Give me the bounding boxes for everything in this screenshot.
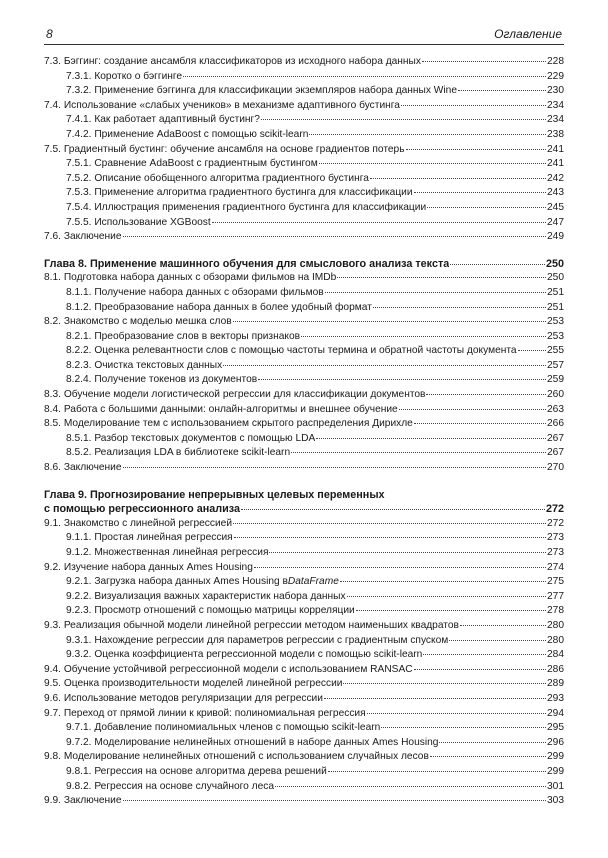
toc-entry[interactable] (44, 590, 564, 605)
toc-entry-title: 9.1.2. Множественная линейная регрессия (66, 547, 269, 558)
toc-page-number: 272 (547, 517, 564, 529)
toc-entry[interactable] (44, 750, 564, 765)
toc-page-number: 272 (545, 503, 564, 516)
toc-page-number: 294 (547, 707, 564, 719)
toc-entry[interactable] (44, 230, 564, 245)
toc-page-number: 251 (547, 286, 564, 298)
toc-page-number: 274 (547, 561, 564, 573)
dot-leader (258, 379, 546, 380)
dot-leader (460, 625, 546, 626)
toc-page-number: 250 (547, 272, 564, 284)
toc-page-number: 255 (547, 345, 564, 357)
dot-leader (414, 423, 546, 424)
dot-leader (430, 756, 546, 757)
toc-entry-title: 8.2.1. Преобразование слов в векторы признаков (66, 330, 301, 342)
toc-entry-title: 7.3. Бэггинг: создание ансамбля классификаторов из исходного набора данных (44, 56, 421, 67)
toc-entry-title: 9.5. Оценка производительности моделей линейной регрессии (44, 678, 343, 690)
toc-entry-title: 8.2. Знакомство с моделью мешка слов (44, 316, 232, 328)
toc-entry-title: 9.2.2. Визуализация важных характеристик набора данных (66, 590, 346, 602)
dot-leader (373, 307, 546, 308)
toc-entry[interactable] (44, 794, 564, 809)
toc-page-number: 242 (547, 172, 564, 184)
toc-entry[interactable] (44, 546, 564, 561)
toc-entry[interactable] (44, 201, 564, 216)
dot-leader (325, 292, 546, 293)
toc-entry[interactable] (44, 780, 564, 795)
dot-leader (458, 90, 546, 91)
toc-entry-title: 7.3.2. Применение бэггинга для классификации экземпляров набора данных Wine (66, 85, 458, 97)
toc-entry-title: 9.7.2. Моделирование нелинейных отношений в наборе данных Ames Housing (66, 736, 439, 748)
toc-page-number: 267 (547, 447, 564, 459)
toc-page-number: 241 (547, 158, 564, 170)
toc-entry-title: 9.3. Реализация обычной модели линейной регрессии методом наименьших квадратов (44, 619, 459, 631)
dot-leader (449, 640, 546, 641)
dot-leader (356, 610, 546, 611)
toc-chapter-entry[interactable] (44, 488, 564, 503)
toc-entry[interactable] (44, 575, 564, 590)
toc-entry-title: 8.3. Обучение модели логистической регрессии для классификации документов (44, 389, 426, 401)
dot-leader (275, 786, 546, 787)
dot-leader (340, 581, 546, 582)
toc-entry[interactable] (44, 619, 564, 634)
toc-page-number: 230 (547, 85, 564, 97)
toc-entry-title: 7.5.5. Использование XGBoost (66, 216, 211, 228)
toc-page-number: 238 (547, 128, 564, 140)
toc-entry-title: 9.6. Использование методов регуляризации для регрессии (44, 692, 323, 704)
toc-page-number: 280 (547, 634, 564, 646)
toc-page-number: 286 (547, 663, 564, 675)
dot-leader (422, 61, 546, 62)
toc-entry[interactable] (44, 721, 564, 736)
dot-leader (319, 163, 546, 164)
dot-leader (123, 467, 546, 468)
dot-leader (423, 654, 546, 655)
dot-leader (414, 192, 546, 193)
toc-entry[interactable] (44, 128, 564, 143)
toc-page-number: 253 (547, 316, 564, 328)
toc-entry[interactable] (44, 315, 564, 330)
toc-page-number: 303 (547, 795, 564, 807)
dot-leader (301, 336, 546, 337)
toc-page-number: 299 (547, 765, 564, 777)
toc-entry-title: 8.2.4. Получение токенов из документов (66, 374, 258, 386)
dot-leader (343, 683, 546, 684)
toc-entry[interactable] (44, 531, 564, 546)
toc-entry-title: 9.2.1. Загрузка набора данных Ames Housing в (66, 576, 288, 588)
dot-leader (401, 105, 546, 106)
page-number: 8 (46, 27, 53, 41)
toc-entry-title: 9.7.1. Добавление полиномиальных членов с помощью scikit-learn (66, 722, 381, 734)
toc-entry[interactable] (44, 113, 564, 128)
toc-entry[interactable] (44, 99, 564, 114)
dot-leader (234, 537, 546, 538)
toc-page-number: 257 (547, 359, 564, 371)
toc-page-number: 259 (547, 374, 564, 386)
toc-entry[interactable] (44, 461, 564, 476)
toc-entry[interactable] (44, 736, 564, 751)
toc-page-number: 293 (547, 692, 564, 704)
toc-entry-title: 7.5.3. Применение алгоритма градиентного бустинга для классификации (66, 187, 413, 199)
toc-page-number: 234 (547, 114, 564, 126)
toc-page-number: 250 (545, 257, 564, 270)
dot-leader (439, 742, 546, 743)
toc-entry[interactable] (44, 707, 564, 722)
toc-entry[interactable] (44, 286, 564, 301)
dot-leader (183, 76, 546, 77)
toc-entry-title: с помощью регрессионного анализа (44, 503, 241, 516)
toc-entry-title: 9.1. Знакомство с линейной регрессией (44, 517, 233, 529)
toc-entry-title: 8.5. Моделирование тем с использованием скрытого распределения Дирихле (44, 418, 413, 430)
toc-page-number: 249 (547, 231, 564, 243)
toc-entry[interactable] (44, 143, 564, 158)
toc-entry-title: 9.8.1. Регрессия на основе алгоритма дерева решений (66, 765, 327, 777)
toc-entry[interactable] (44, 517, 564, 532)
toc-entry-title: Глава 8. Применение машинного обучения для смыслового анализа текста (44, 257, 450, 270)
toc-entry-title: 8.1.1. Получение набора данных с обзорами фильмов (66, 286, 324, 298)
dot-leader (367, 713, 546, 714)
toc-entry[interactable] (44, 55, 564, 70)
toc-entry[interactable] (44, 634, 564, 649)
toc-entry-title: 9.8.2. Регрессия на основе случайного леса (66, 780, 275, 792)
toc-entry-title: 7.5.4. Иллюстрация применения градиентного бустинга для классификации (66, 201, 427, 213)
toc-entry[interactable] (44, 692, 564, 707)
toc-page-number: 241 (547, 143, 564, 155)
toc-page-number: 275 (547, 576, 564, 588)
toc-entry-title: 9.7. Переход от прямой линии к кривой: полиномиальная регрессия (44, 707, 366, 719)
dot-leader (316, 438, 546, 439)
dot-leader (269, 552, 546, 553)
toc-page-number: 251 (547, 301, 564, 313)
toc-entry[interactable] (44, 648, 564, 663)
dot-leader (518, 350, 546, 351)
toc-page-number: 253 (547, 330, 564, 342)
toc-page-number: 301 (547, 780, 564, 792)
toc-page-number: 284 (547, 649, 564, 661)
toc-entry-title: 7.4. Использование «слабых учеников» в механизме адаптивного бустинга (44, 99, 400, 111)
toc-entry-title: 9.2.3. Просмотр отношений с помощью матрицы корреляции (66, 605, 355, 617)
toc-entry[interactable] (44, 663, 564, 678)
toc-entry[interactable] (44, 344, 564, 359)
toc-entry-title: 8.5.1. Разбор текстовых документов с помощью LDA (66, 432, 316, 444)
dot-leader (223, 365, 546, 366)
toc-entry[interactable] (44, 432, 564, 447)
running-title: Оглавление (494, 27, 562, 41)
toc-entry[interactable] (44, 186, 564, 201)
dot-leader (123, 800, 546, 801)
toc-entry[interactable] (44, 70, 564, 85)
toc-entry[interactable] (44, 765, 564, 780)
toc-entry-title: 8.6. Заключение (44, 462, 122, 474)
toc-entry-title: 7.5.2. Описание обобщенного алгоритма градиентного бустинга (66, 172, 369, 184)
toc-entry-title: 7.3.1. Коротко о бэггинге (66, 70, 183, 82)
dot-leader (309, 134, 546, 135)
toc-entry[interactable] (44, 359, 564, 374)
toc-entry-title: 9.2. Изучение набора данных Ames Housing (44, 561, 253, 573)
dot-leader (406, 149, 546, 150)
toc-entry-title: 7.4.2. Применение AdaBoost с помощью scikit-learn (66, 128, 309, 140)
dot-leader (328, 771, 546, 772)
toc-entry[interactable] (44, 157, 564, 172)
toc-page-number: 270 (547, 462, 564, 474)
toc-entry[interactable] (44, 561, 564, 576)
toc-page-number: 273 (547, 547, 564, 558)
toc-entry[interactable] (44, 271, 564, 286)
dot-leader (337, 277, 546, 278)
toc-page-number: 245 (547, 201, 564, 213)
toc-entry[interactable] (44, 84, 564, 99)
dot-leader (414, 669, 546, 670)
dot-leader (241, 509, 545, 510)
toc-entry-italic: DataFrame (287, 576, 339, 588)
toc-entry[interactable] (44, 330, 564, 345)
toc-page-number: 299 (547, 751, 564, 763)
dot-leader (370, 178, 546, 179)
toc-page-number: 296 (547, 736, 564, 748)
dot-leader (324, 698, 546, 699)
toc-entry-title: 7.4.1. Как работает адаптивный бустинг? (66, 114, 260, 126)
toc-entry[interactable] (44, 604, 564, 619)
toc-page-number: 277 (547, 590, 564, 602)
toc-entry-title: 9.1.1. Простая линейная регрессия (66, 532, 233, 544)
dot-leader (233, 321, 546, 322)
toc-page-number: 289 (547, 678, 564, 690)
table-of-contents (44, 55, 564, 809)
toc-entry[interactable] (44, 446, 564, 461)
toc-page-number: 280 (547, 619, 564, 631)
toc-page-number: 295 (547, 722, 564, 734)
toc-entry-title: 7.6. Заключение (44, 231, 122, 243)
dot-leader (450, 264, 545, 265)
toc-page-number: 243 (547, 187, 564, 199)
toc-entry-title: 8.4. Работа с большими данными: онлайн-алгоритмы и внешнее обучение (44, 403, 398, 415)
toc-entry-title: 8.2.3. Очистка текстовых данных (66, 359, 223, 371)
toc-entry-title: 8.2.2. Оценка релевантности слов с помощью частоты термина и обратной частоты документа (66, 345, 517, 357)
toc-page-number: 228 (547, 56, 564, 67)
running-header (44, 26, 564, 45)
dot-leader (399, 409, 546, 410)
toc-entry-title: 7.5.1. Сравнение AdaBoost с градиентным бустингом (66, 158, 318, 170)
toc-entry-title: 8.1.2. Преобразование набора данных в более удобный формат (66, 301, 372, 313)
toc-entry[interactable] (44, 677, 564, 692)
toc-entry[interactable] (44, 417, 564, 432)
dot-leader (123, 236, 546, 237)
toc-entry-title: 8.5.2. Реализация LDA в библиотеке scikit-learn (66, 447, 291, 459)
dot-leader (233, 523, 546, 524)
toc-page-number: 263 (547, 403, 564, 415)
toc-entry-title: 9.4. Обучение устойчивой регрессионной модели с использованием RANSAC (44, 663, 413, 675)
toc-entry-title: 8.1. Подготовка набора данных с обзорами фильмов на IMDb (44, 272, 337, 284)
toc-entry-title: 9.8. Моделирование нелинейных отношений с использованием случайных лесов (44, 751, 429, 763)
dot-leader (426, 394, 546, 395)
toc-entry[interactable] (44, 373, 564, 388)
toc-entry[interactable] (44, 403, 564, 418)
toc-entry[interactable] (44, 301, 564, 316)
dot-leader (291, 452, 546, 453)
toc-page-number: 234 (547, 99, 564, 111)
toc-chapter-entry[interactable] (44, 257, 564, 272)
dot-leader (347, 596, 546, 597)
dot-leader (261, 119, 546, 120)
section-gap (44, 476, 564, 488)
toc-entry[interactable] (44, 388, 564, 403)
toc-entry-title: 9.3.2. Оценка коэффициента регрессионной модели с помощью scikit-learn (66, 649, 423, 661)
dot-leader (427, 207, 546, 208)
toc-page-number: 247 (547, 216, 564, 228)
toc-page-number: 260 (547, 389, 564, 401)
toc-entry-title: 9.3.1. Нахождение регрессии для параметров регрессии с градиентным спуском (66, 634, 449, 646)
toc-entry[interactable] (44, 172, 564, 187)
toc-entry-title: 7.5. Градиентный бустинг: обучение ансамбля на основе градиентов потерь (44, 143, 405, 155)
toc-page-number: 267 (547, 432, 564, 444)
toc-entry[interactable] (44, 216, 564, 231)
toc-page-number: 229 (547, 70, 564, 82)
toc-entry-title: Глава 9. Прогнозирование непрерывных целевых переменных (44, 488, 385, 501)
toc-entry-title: 9.9. Заключение (44, 795, 122, 807)
toc-page-number: 273 (547, 532, 564, 544)
dot-leader (212, 222, 546, 223)
dot-leader (254, 567, 546, 568)
toc-page-number: 266 (547, 418, 564, 430)
dot-leader (381, 727, 546, 728)
toc-page-number: 278 (547, 605, 564, 617)
toc-chapter-entry[interactable] (44, 502, 564, 517)
section-gap (44, 245, 564, 257)
